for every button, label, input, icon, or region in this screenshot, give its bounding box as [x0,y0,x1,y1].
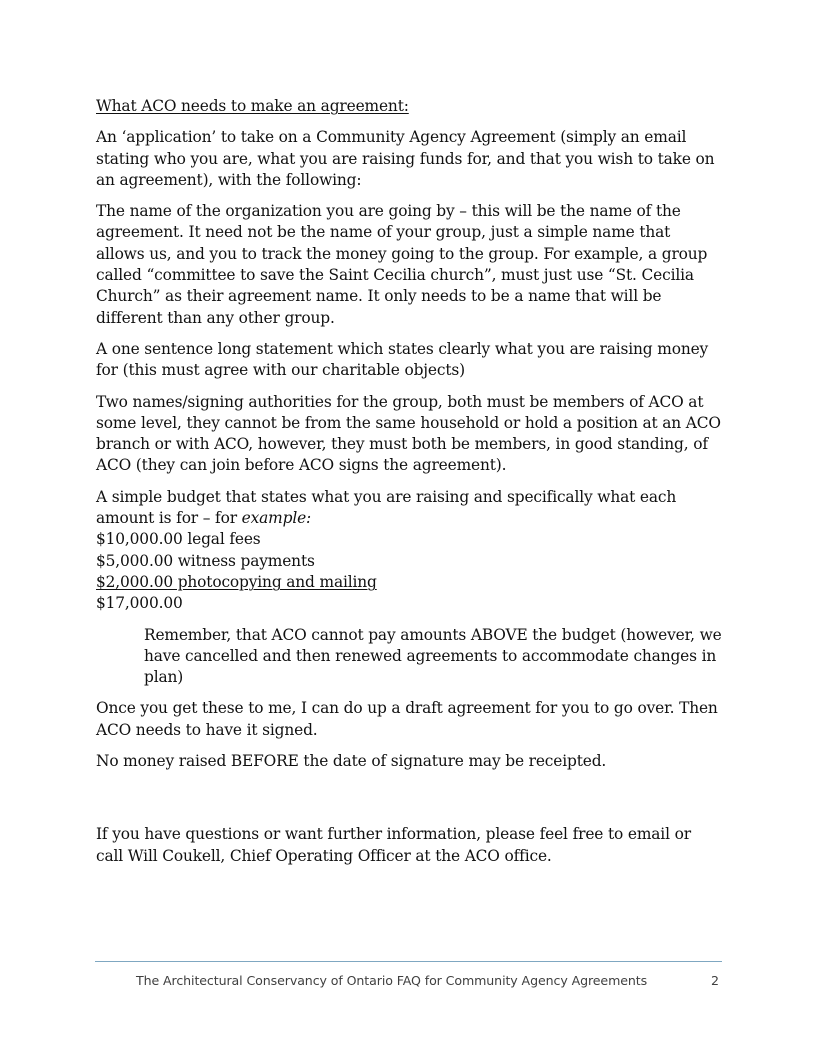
organization-name-paragraph: The name of the organization you are going by – this will be the name of the agreement. It need not be the name of your group, just a simple name that allows us, and you to track the money going to the group. For example, a group called “committee to save the Saint Cecilia church”, must just use “St. Cecilia Church” as their agreement name. It only needs to be a name that will be different than any other group. [96,202,708,327]
signing-authorities-paragraph: Two names/signing authorities for the group, both must be members of ACO at some level, they cannot be from the same household or hold a position at an ACO branch or with ACO, however, they must both be members, in good standing, of ACO (they can join before ACO signs the agreement). [96,392,721,475]
document-body [96,96,722,877]
intro-paragraph: An ‘application’ to take on a Community Agency Agreement (simply an email stating who you are, what you are raising funds for, and that you wish to take on an agreement), with the following: [96,128,715,189]
budget-item-legal: $10,000.00 legal fees [96,530,261,549]
draft-agreement-paragraph: Once you get these to me, I can do up a draft agreement for you to go over. Then ACO needs to have it signed. [96,699,718,739]
contact-paragraph: If you have questions or want further information, please feel free to email or call Will Coukell, Chief Operating Officer at the ACO office. [96,825,691,865]
remember-note: Remember, that ACO cannot pay amounts ABOVE the budget (however, we have cancelled and then renewed agreements to accommodate changes in plan) [144,625,722,687]
footer-divider [95,961,722,962]
footer-title: The Architectural Conservancy of Ontario FAQ for Community Agency Agreements [136,973,648,988]
budget-item-photocopying: $2,000.00 photocopying and mailing [96,572,377,591]
blank-space [96,782,722,824]
budget-intro-example: example: [241,509,312,528]
page-number: 2 [711,973,720,988]
statement-paragraph: A one sentence long statement which states clearly what you are raising money for (this must agree with our charitable objects) [96,339,709,380]
budget-intro: A simple budget that states what you are raising and specifically what each amount is for – for [96,487,677,528]
section-heading: What ACO needs to make an agreement: [96,97,409,115]
receipt-rule-paragraph: No money raised BEFORE the date of signature may be receipted. [96,752,607,771]
budget-total: $17,000.00 [96,594,183,613]
budget-paragraph [96,487,722,615]
budget-item-witness: $5,000.00 witness payments [96,551,315,570]
